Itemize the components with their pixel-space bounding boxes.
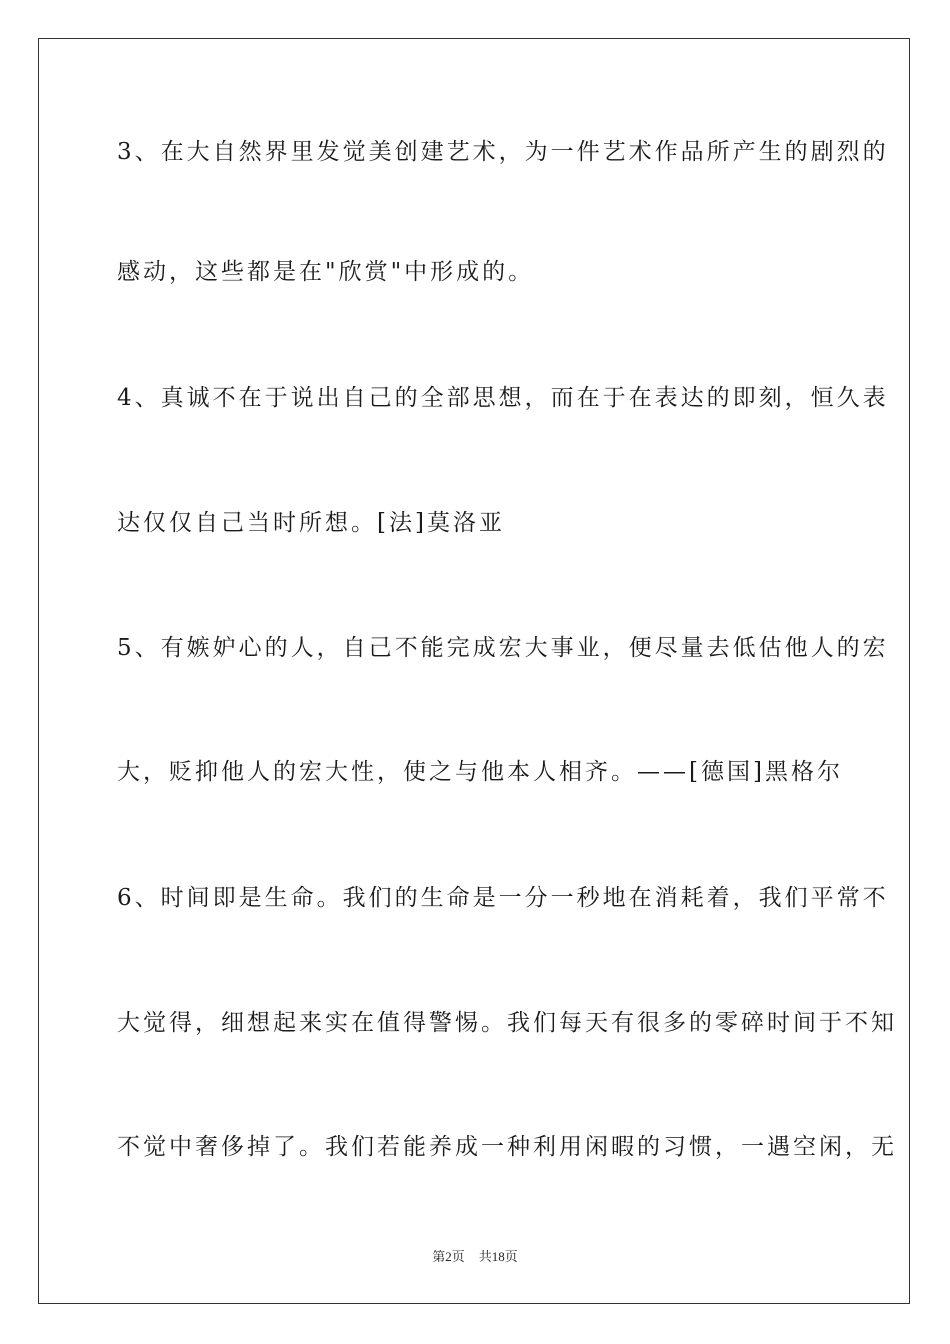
text-line-5: 5、有嫉妒心的人，自己不能完成宏大事业，便尽量去低估他人的宏 — [117, 635, 889, 661]
page-number: 第2页 — [432, 1249, 465, 1264]
text-line-4: 达仅仅自己当时所想。[法]莫洛亚 — [117, 510, 505, 536]
text-line-2: 感动，这些都是在"欣赏"中形成的。 — [117, 259, 535, 285]
text-line-6: 大，贬抑他人的宏大性，使之与他本人相齐。——[德国]黑格尔 — [117, 759, 843, 785]
page-footer — [0, 1246, 950, 1265]
text-line-1: 3、在大自然界里发觉美创建艺术，为一件艺术作品所产生的剧烈的 — [117, 139, 889, 165]
text-line-8: 大觉得，细想起来实在值得警惕。我们每天有很多的零碎时间于不知 — [117, 1010, 897, 1036]
page-frame — [38, 38, 910, 1304]
text-line-3: 4、真诚不在于说出自己的全部思想，而在于在表达的即刻，恒久表 — [117, 385, 889, 411]
text-line-9: 不觉中奢侈掉了。我们若能养成一种利用闲暇的习惯，一遇空闲，无 — [117, 1134, 897, 1160]
text-line-7: 6、时间即是生命。我们的生命是一分一秒地在消耗着，我们平常不 — [117, 885, 889, 911]
page-total: 共18页 — [478, 1249, 518, 1264]
